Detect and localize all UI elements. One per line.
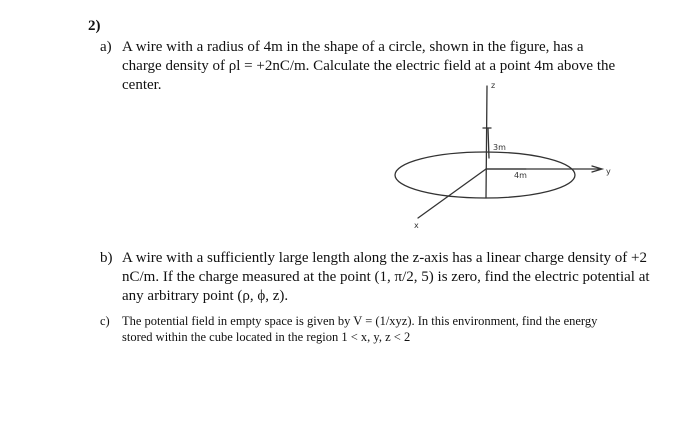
part-b-line-3: any arbitrary point (ρ, ϕ, z). [122,288,289,304]
figure-svg [380,78,620,238]
part-b [100,249,660,309]
part-b-tag: b) [100,250,113,266]
radius-label: 4m [514,171,527,180]
part-a-line-1: A wire with a radius of 4m in the shape of a circle, shown in the figure, has a [122,39,584,55]
part-c [100,313,660,353]
z-axis [486,86,487,198]
part-a-line-3: center. [122,77,162,93]
circle-wire-figure [380,78,620,238]
part-a-tag: a) [100,39,112,55]
part-c-tag: c) [100,314,110,328]
part-b-line-2: nC/m. If the charge measured at the point (1, π/2, 5) is zero, find the electric potential at [122,269,650,285]
problem-number: 2) [88,18,101,34]
y-axis-label: y [606,167,611,176]
part-c-line-2: stored within the cube located in the region 1 < x, y, z < 2 [122,330,411,344]
part-c-line-1: The potential field in empty space is given by V = (1/xyz). In this environment, find the energy [122,314,598,328]
height-label: 3m [493,143,506,152]
z-axis-label: z [491,81,496,90]
part-b-line-1: A wire with a sufficiently large length along the z-axis has a linear charge density of +2 [122,250,647,266]
part-a-line-2: charge density of ρl = +2nC/m. Calculate the electric field at a point 4m above the [122,58,616,74]
charge-ring [395,152,575,198]
x-axis-label: x [414,221,419,230]
